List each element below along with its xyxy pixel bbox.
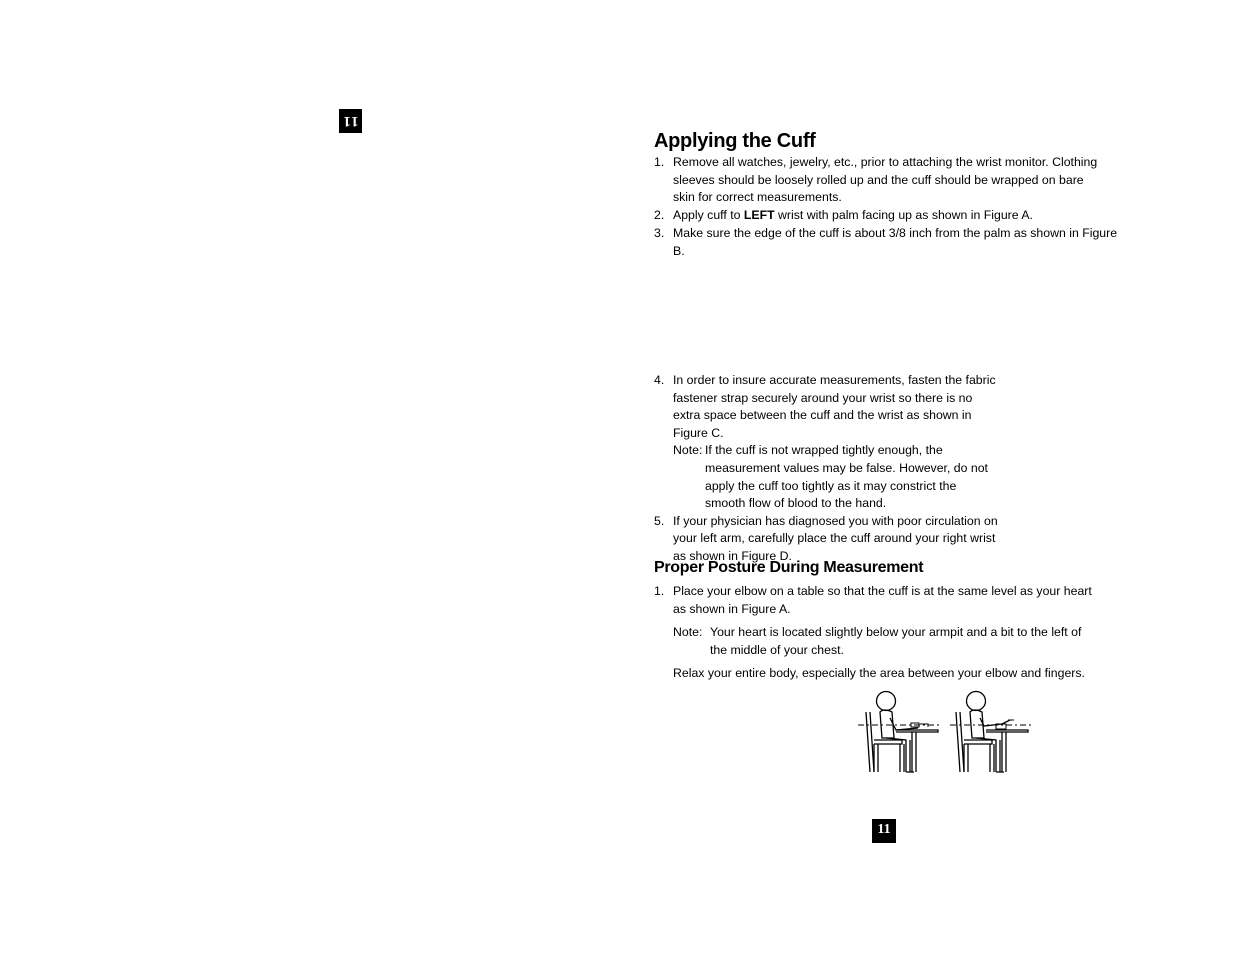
step-2 <box>654 207 1124 225</box>
step-number: 3. <box>654 226 665 241</box>
seated-person-left <box>866 692 938 773</box>
step-number: 2. <box>654 207 665 222</box>
step-text: Place your elbow on a table so that the cuff is at the same level as your heart as shown in Figure A. <box>673 584 1092 616</box>
step-text: In order to insure accurate measurements, fasten the fabric fastener strap securely around your wrist so there is no extra space between the cuff and the wrist as shown in Figure C. <box>673 373 996 440</box>
note-label: Note: <box>673 625 703 640</box>
page-number-mirrored: 11 <box>339 109 362 133</box>
step-3 <box>654 225 1124 260</box>
relax-text: Relax your entire body, especially the area between your elbow and fingers. <box>673 666 1085 681</box>
step-4 <box>654 372 999 513</box>
note <box>673 442 999 512</box>
applying-cuff-section <box>654 129 1124 261</box>
step-text: If your physician has diagnosed you with poor circulation on your left arm, carefully place the cuff around your right wrist as shown in Figure D. <box>673 513 998 563</box>
posture-step-1 <box>654 583 1099 618</box>
step-text: Apply cuff to <box>673 207 744 222</box>
step-number: 1. <box>654 155 665 169</box>
posture-heading: Proper Posture During Measurement <box>654 559 924 576</box>
step-1 <box>654 154 1103 207</box>
applying-cuff-continued <box>654 372 999 566</box>
step-number: 4. <box>654 373 665 387</box>
applying-cuff-heading: Applying the Cuff <box>654 130 816 152</box>
note-text: Your heart is located slightly below your armpit and a bit to the left of the middle of your chest. <box>710 625 1082 657</box>
step-number: 1. <box>654 584 665 598</box>
left-emphasis: LEFT <box>743 207 775 222</box>
posture-note <box>673 624 1099 659</box>
step-text: wrist with palm facing up as shown in Figure A. <box>774 207 1033 222</box>
step-text: Make sure the edge of the cuff is about 3/8 inch from the palm as shown in Figure B. <box>673 226 1118 258</box>
note-label: Note: <box>673 443 703 458</box>
step-text: Remove all watches, jewelry, etc., prior to attaching the wrist monitor. Clothing sleeves should be loosely rolled up and the cuff should be wrapped on bare skin for correct measurements. <box>673 155 1098 205</box>
step-number: 5. <box>654 513 665 528</box>
seated-person-right <box>956 692 1028 773</box>
note-text: If the cuff is not wrapped tightly enough, the measurement values may be false. However, do not apply the cuff too tightly as it may constrict the smooth flow of blood to the hand. <box>705 443 988 511</box>
page-number: 11 <box>872 819 896 843</box>
posture-section <box>654 558 1099 683</box>
posture-illustration <box>856 690 1034 776</box>
